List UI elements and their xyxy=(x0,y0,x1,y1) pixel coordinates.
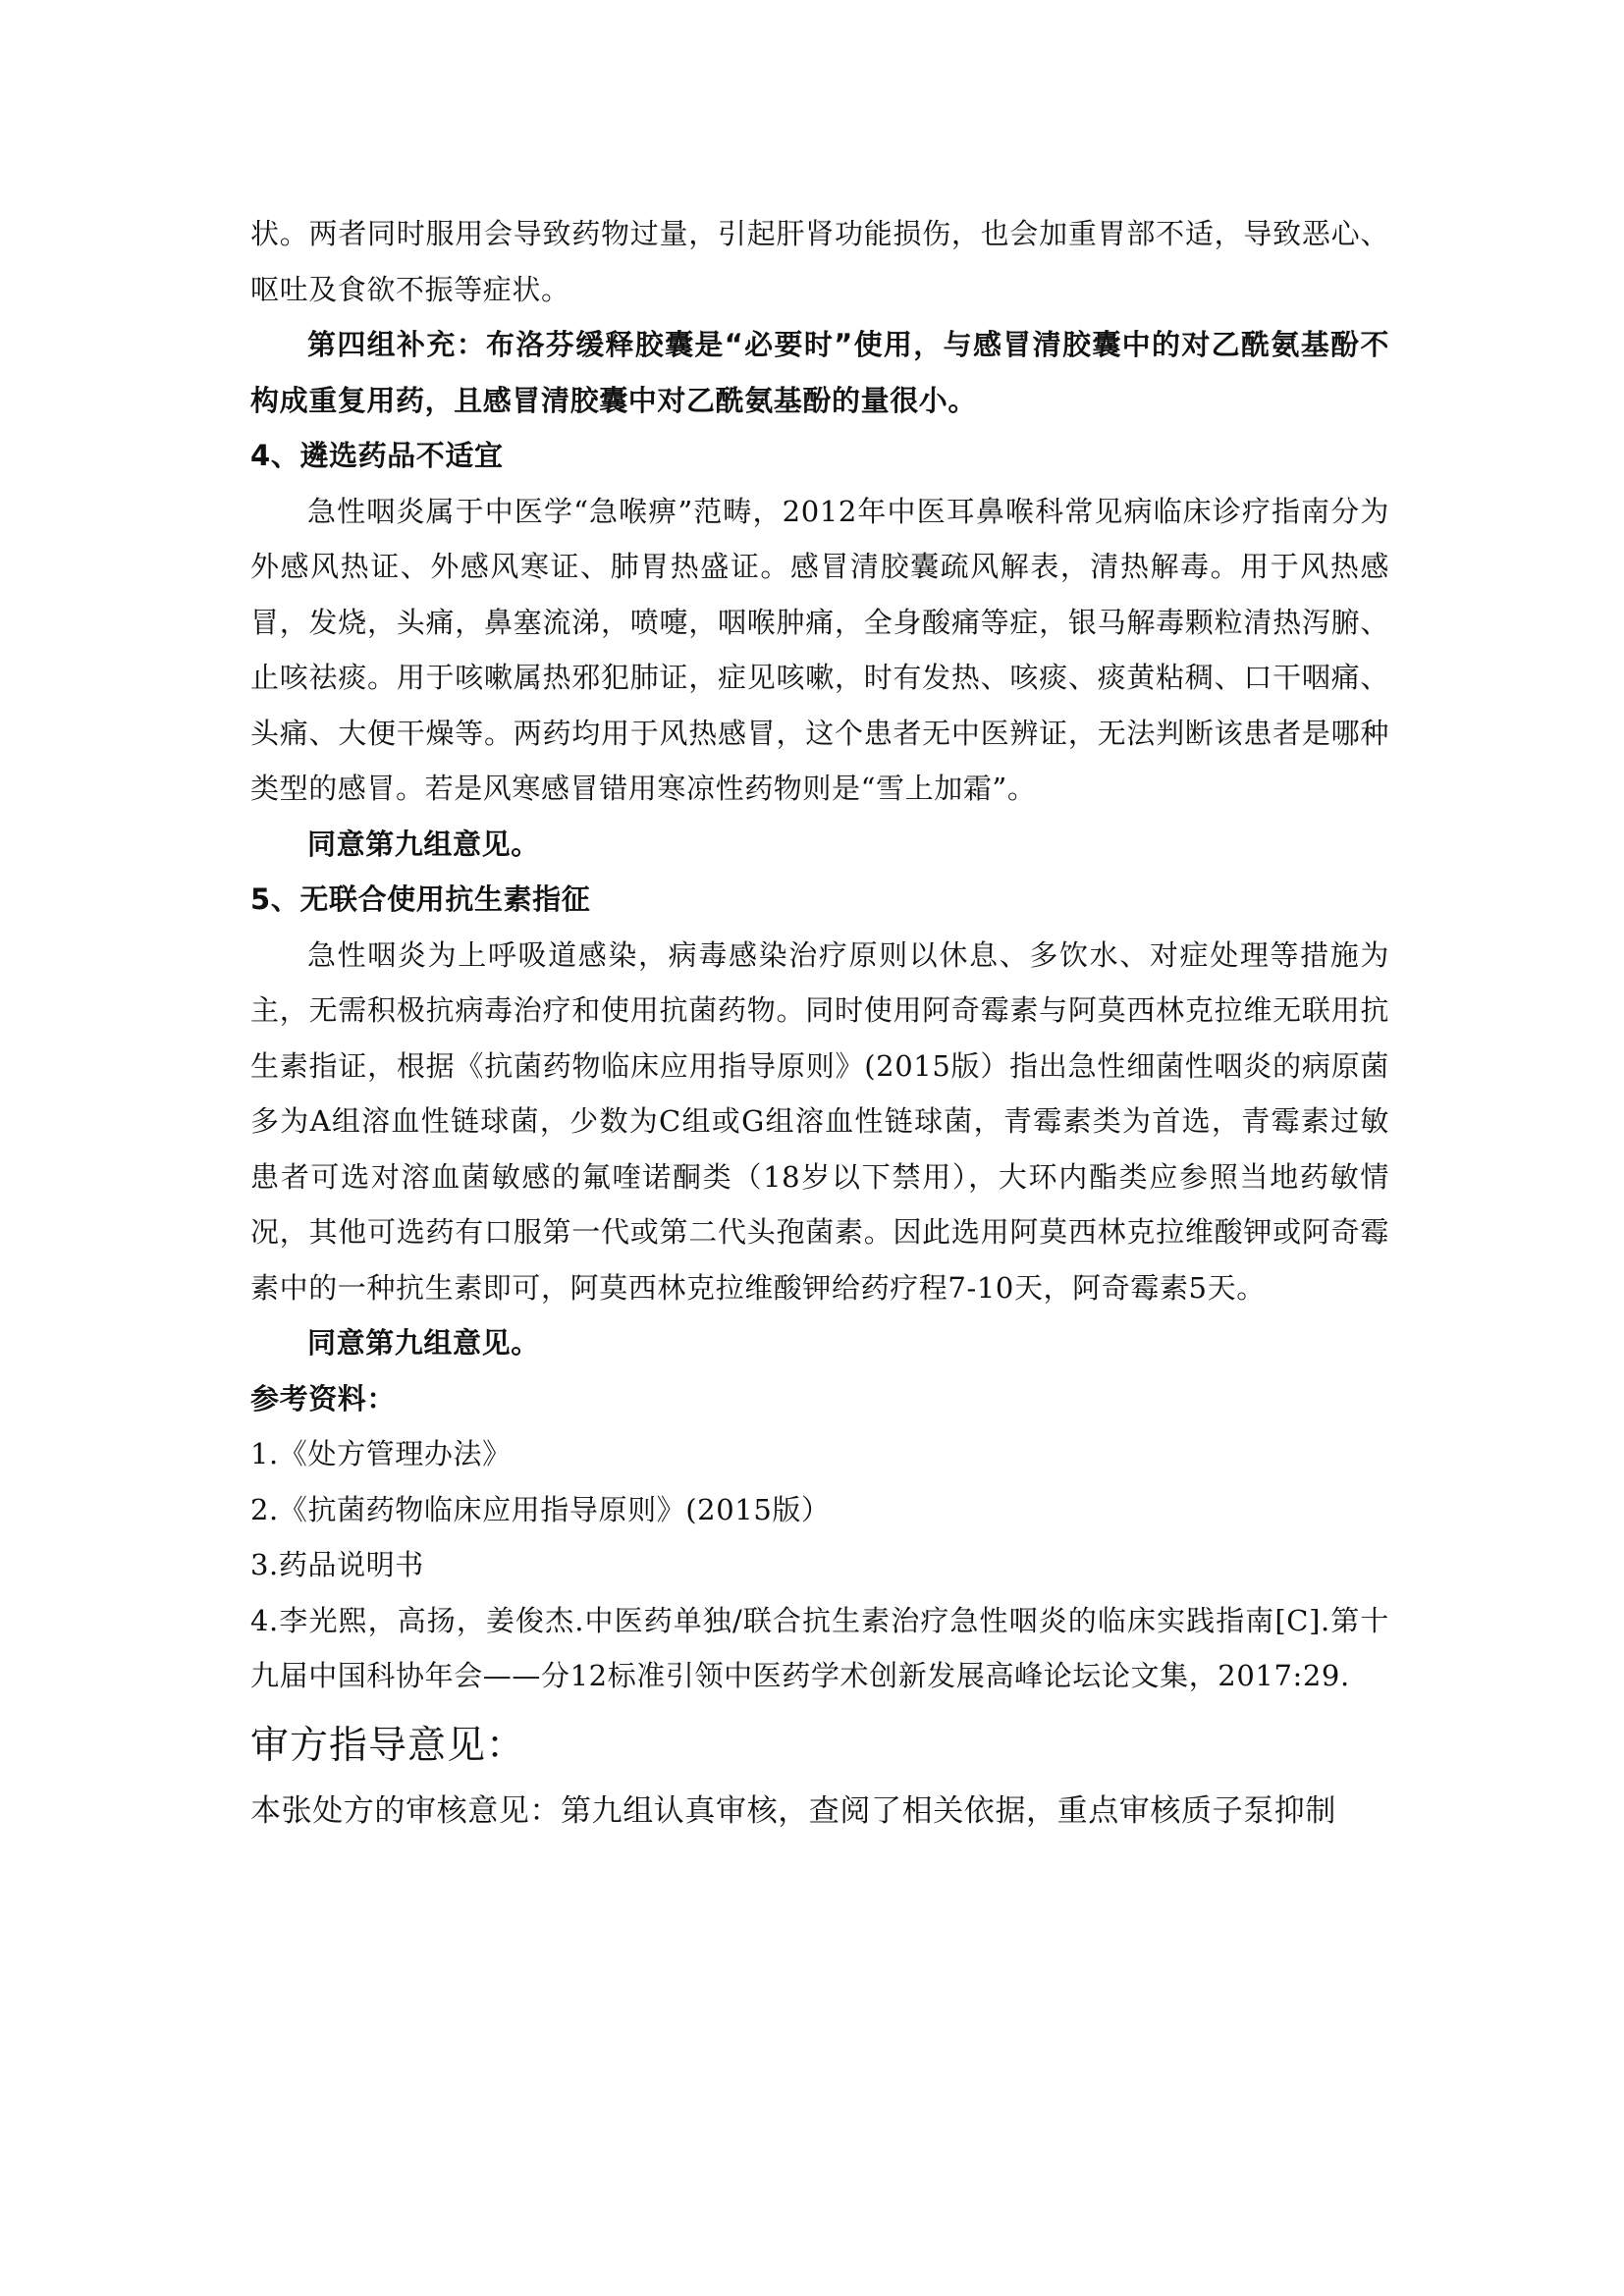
section-4-body: 急性咽炎属于中医学“急喉痹”范畴，2012年中医耳鼻喉科常见病临床诊疗指南分为外感风热证、外感风寒证、肺胃热盛证。感冒清胶囊疏风解表，清热解毒。用于风热感冒，发烧，头痛，鼻塞流涕，喷嚏，咽喉肿痛，全身酸痛等症，银马解毒颗粒清热泻腑、止咳祛痰。用于咳嗽属热邪犯肺证，症见咳嗽，时有发热、咳痰、痰黄粘稠、口干咽痛、头痛、大便干燥等。两药均用于风热感冒，这个患者无中医辨证，无法判断该患者是哪种类型的感冒。若是风寒感冒错用寒凉性药物则是“雪上加霜”。 xyxy=(250,494,1389,805)
section-5-body: 急性咽炎为上呼吸道感染，病毒感染治疗原则以休息、多饮水、对症处理等措施为主，无需积极抗病毒治疗和使用抗菌药物。同时使用阿奇霉素与阿莫西林克拉维无联用抗生素指证，根据《抗菌药物临床应用指导原则》(2015版）指出急性细菌性咽炎的病原菌多为A组溶血性链球菌，少数为C组或G组溶血性链球菌，青霉素类为首选，青霉素过敏患者可选对溶血菌敏感的氟喹诺酮类（18岁以下禁用），大环内酯类应参照当地药敏情况，其他可选药有口服第一代或第二代头孢菌素。因此选用阿莫西林克拉维酸钾或阿奇霉素中的一种抗生素即可，阿莫西林克拉维酸钾给药疗程7-10天，阿奇霉素5天。 xyxy=(250,937,1389,1305)
agree-note-1: 同意第九组意见。 xyxy=(307,827,540,861)
paragraph-continuation: 状。两者同时服用会导致药物过量，引起肝肾功能损伤，也会加重胃部不适，导致恶心、呕吐及食欲不振等症状。 xyxy=(250,217,1389,306)
reference-item: 4.李光熙，高扬，姜俊杰.中医药单独/联合抗生素治疗急性咽炎的临床实践指南[C].第十九届中国科协年会——分12标准引领中医药学术创新发展高峰论坛论文集，2017:29. xyxy=(250,1603,1389,1692)
reference-item: 1.《处方管理办法》 xyxy=(250,1437,512,1470)
section-5-heading: 5、无联合使用抗生素指征 xyxy=(250,882,591,916)
guidance-heading: 审方指导意见： xyxy=(250,1723,526,1768)
document-content xyxy=(250,206,1389,1843)
group4-supplement: 第四组补充：布洛芬缓释胶囊是“必要时”使用，与感冒清胶囊中的对乙酰氨基酚不构成重复用药，且感冒清胶囊中对乙酰氨基酚的量很小。 xyxy=(250,328,1389,417)
section-4-heading: 4、遴选药品不适宜 xyxy=(250,439,504,472)
reference-item: 3.药品说明书 xyxy=(250,1548,424,1581)
guidance-body: 本张处方的审核意见：第九组认真审核，查阅了相关依据，重点审核质子泵抑制 xyxy=(250,1792,1336,1829)
references-list xyxy=(250,1426,1389,1704)
reference-item: 2.《抗菌药物临床应用指导原则》(2015版） xyxy=(250,1492,831,1526)
agree-note-2: 同意第九组意见。 xyxy=(307,1326,540,1360)
references-heading: 参考资料： xyxy=(250,1381,397,1415)
